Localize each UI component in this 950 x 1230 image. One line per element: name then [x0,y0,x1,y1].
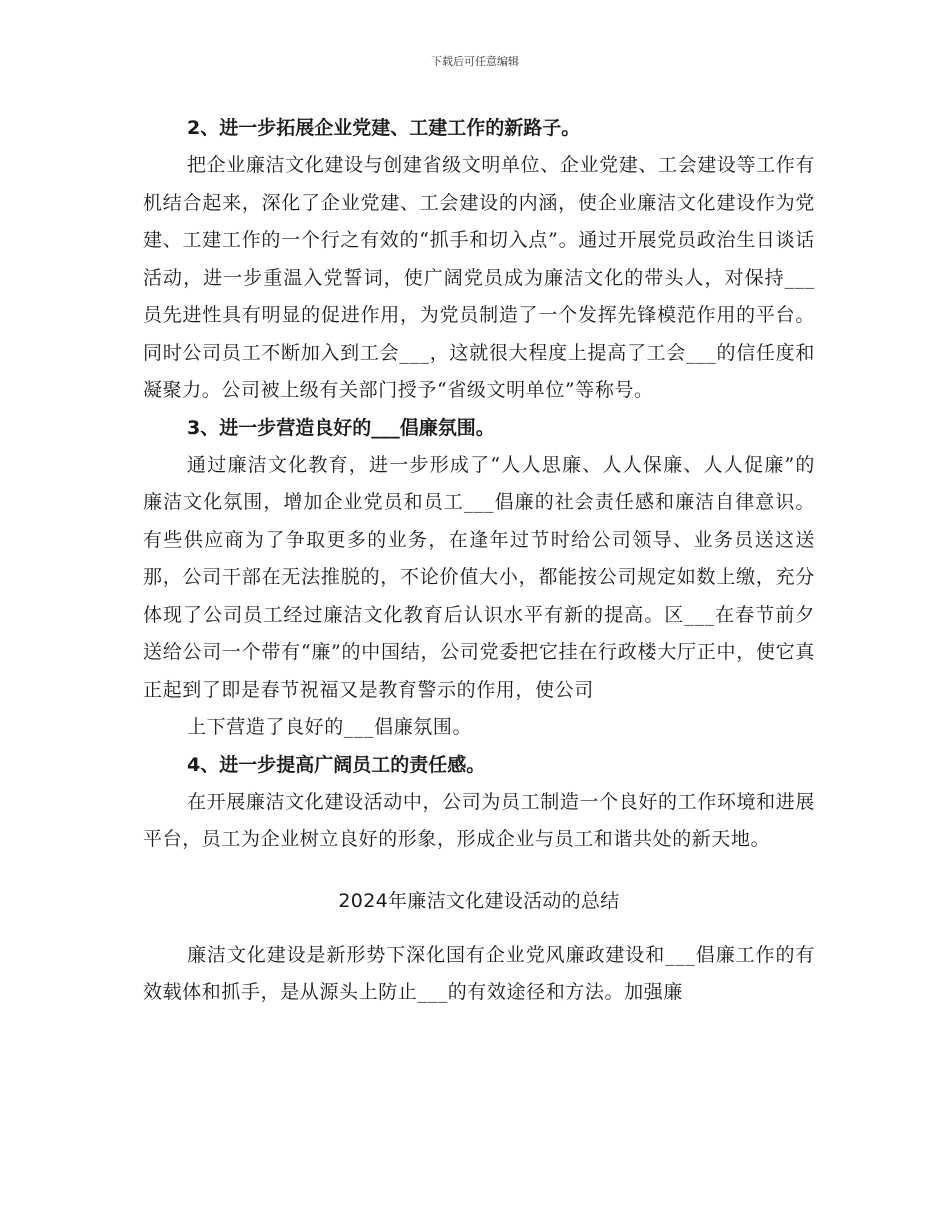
section-paragraph-continuation: 上下营造了良好的___倡廉氛围。 [187,716,473,738]
document-body [143,110,815,1012]
document-title: 2024年廉洁文化建设活动的总结 [338,889,620,912]
page-header-note: 下载后可任意编辑 [431,55,519,68]
section-heading: 2、进一步拓展企业党建、工建工作的新路子。 [187,117,581,139]
document-intro-paragraph: 廉洁文化建设是新形势下深化国有企业党风廉政建设和___倡廉工作的有效载体和抓手，是从源头上防止___的有效途径和方法。加强廉 [143,943,815,1003]
section-heading: 4、进一步提高广阔员工的责任感。 [187,753,486,776]
section-heading: 3、进一步营造良好的___倡廉氛围。 [187,416,495,439]
section-paragraph: 把企业廉洁文化建设与创建省级文明单位、企业党建、工会建设等工作有机结合起来，深化了企业党建、工会建设的内涵，使企业廉洁文化建设作为党建、工建工作的一个行之有效的“抓手和切入点”。通过开展党员政治生日谈话活动，进一步重温入党誓词，使广阔党员成为廉洁文化的带头人，对保持___员先进性具有明显的促进作用，为党员制造了一个发挥先锋模范作用的平台。同时公司员工不断加入到工会___，这就很大程度上提高了工会___的信任度和凝聚力。公司被上级有关部门授予“省级文明单位”等称号。 [143,154,815,401]
section-paragraph: 在开展廉洁文化建设活动中，公司为员工制造一个良好的工作环境和进展平台，员工为企业树立良好的形象，形成企业与员工和谐共处的新天地。 [143,790,815,850]
section-paragraph: 通过廉洁文化教育，进一步形成了“人人思廉、人人保廉、人人促廉”的廉洁文化氛围，增加企业党员和员工___倡廉的社会责任感和廉洁自律意识。有些供应商为了争取更多的业务，在逢年过节时给公司领导、业务员送这送那，公司干部在无法推脱的，不论价值大小，都能按公司规定如数上缴，充分体现了公司员工经过廉洁文化教育后认识水平有新的提高。区___在春节前夕送给公司一个带有“廉”的中国结，公司党委把它挂在行政楼大厅正中，使它真正起到了即是春节祝福又是教育警示的作用，使公司 [143,453,815,701]
